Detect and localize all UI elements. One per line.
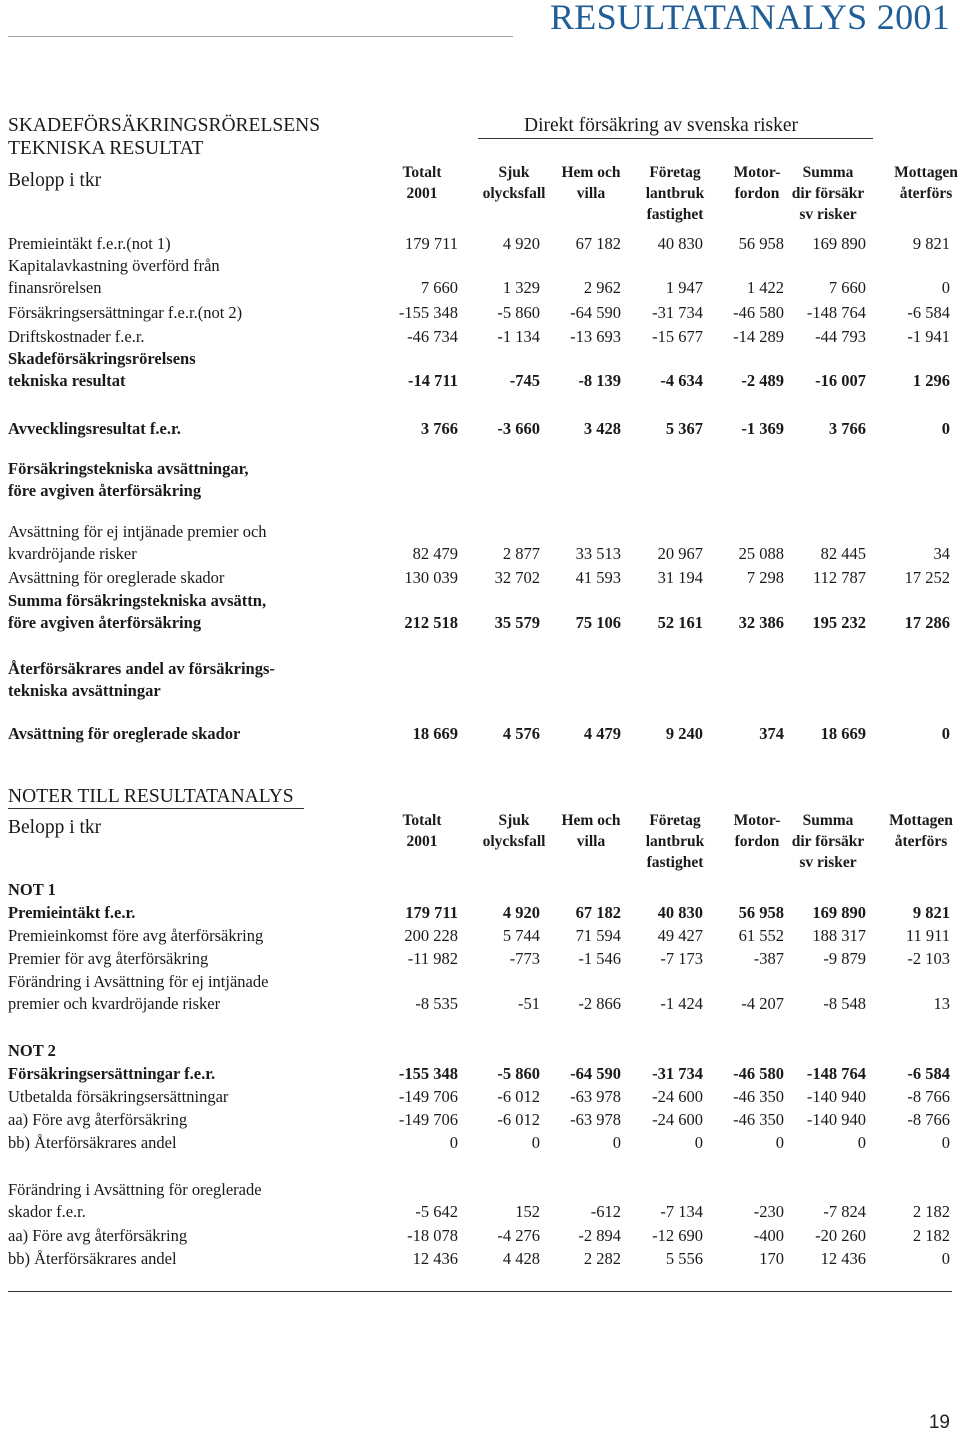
table-cell: 61 552 <box>738 926 784 945</box>
table-cell: 1 947 <box>665 278 703 297</box>
section1-heading-line1: SKADEFÖRSÄKRINGSRÖRELSENS <box>8 115 321 136</box>
table-cell: 82 445 <box>820 544 866 563</box>
table-cell: -6 012 <box>497 1110 540 1129</box>
row-label: premier och kvardröjande risker <box>8 994 221 1013</box>
table-cell: -149 706 <box>398 1110 458 1129</box>
row-label: Skadeförsäkringsrörelsens <box>8 349 196 368</box>
row-label: Kapitalavkastning överförd från <box>8 256 220 275</box>
table-cell: 0 <box>775 1133 784 1152</box>
table-cell: -46 580 <box>733 303 784 322</box>
column-header: lantbruk <box>645 833 705 850</box>
table-cell: -24 600 <box>652 1110 703 1129</box>
table-cell: -20 260 <box>815 1226 866 1245</box>
table-cell: 17 286 <box>904 613 950 632</box>
column-header: Hem och <box>561 812 621 829</box>
table-cell: 169 890 <box>812 234 866 253</box>
row-label: Förändring i Avsättning för oreglerade <box>8 1180 262 1199</box>
column-header: villa <box>576 185 606 202</box>
table-cell: -612 <box>590 1202 621 1221</box>
table-cell: 200 228 <box>404 926 458 945</box>
table-cell: 195 232 <box>812 613 866 632</box>
row-label: tekniska avsättningar <box>8 681 161 700</box>
row-label: Summa försäkringstekniska avsättn, <box>8 591 267 610</box>
column-header: Summa <box>802 164 854 181</box>
table-cell: 0 <box>857 1133 866 1152</box>
section2-heading: NOTER TILL RESULTATANALYS <box>8 786 294 807</box>
table-cell: -8 139 <box>578 371 621 390</box>
table-cell: 5 744 <box>502 926 540 945</box>
table-cell: 170 <box>759 1249 784 1268</box>
table-cell: 4 428 <box>502 1249 540 1268</box>
table-cell: 12 436 <box>412 1249 458 1268</box>
table-cell: 40 830 <box>657 903 703 922</box>
table-cell: 18 669 <box>820 724 866 743</box>
table-cell: 7 298 <box>746 568 784 587</box>
table-cell: 41 593 <box>575 568 621 587</box>
table-cell: -8 548 <box>823 994 866 1013</box>
table-cell: -64 590 <box>570 1064 621 1083</box>
table-cell: -2 489 <box>741 371 784 390</box>
table-cell: 32 702 <box>494 568 540 587</box>
table-cell: 0 <box>941 1249 950 1268</box>
column-header: 2001 <box>406 833 438 850</box>
table-cell: 0 <box>612 1133 621 1152</box>
group-header-rule <box>478 138 873 139</box>
table-cell: 49 427 <box>657 926 703 945</box>
column-header: fastighet <box>646 206 704 223</box>
column-header: Mottagen <box>894 164 958 181</box>
table-cell: 4 920 <box>502 903 540 922</box>
column-header: sv risker <box>799 206 857 223</box>
page-bottom-rule <box>8 1291 952 1292</box>
table-cell: -1 134 <box>497 327 540 346</box>
table-cell: -14 711 <box>408 371 458 390</box>
table-cell: 31 194 <box>657 568 703 587</box>
table-cell: 18 669 <box>412 724 458 743</box>
table-cell: -16 007 <box>815 371 866 390</box>
table-cell: -400 <box>753 1226 784 1245</box>
column-header: fordon <box>734 833 780 850</box>
table-cell: 32 386 <box>738 613 784 632</box>
table-cell: 9 821 <box>912 903 950 922</box>
table-cell: 33 513 <box>575 544 621 563</box>
table-cell: -7 824 <box>823 1202 866 1221</box>
row-label: Avsättning för oreglerade skador <box>8 724 241 743</box>
table-cell: 0 <box>941 724 950 743</box>
table-cell: 67 182 <box>575 234 621 253</box>
section1-group-header: Direkt försäkring av svenska risker <box>524 115 798 136</box>
row-label: Driftskostnader f.e.r. <box>8 327 145 346</box>
table-cell: 40 830 <box>657 234 703 253</box>
column-header: dir försäkr <box>791 833 865 850</box>
row-label: skador f.e.r. <box>8 1202 86 1221</box>
table-cell: -64 590 <box>570 303 621 322</box>
table-cell: 112 787 <box>812 568 866 587</box>
column-header: dir försäkr <box>791 185 865 202</box>
table-cell: -46 580 <box>733 1064 784 1083</box>
table-cell: -2 866 <box>578 994 621 1013</box>
table-cell: -6 584 <box>907 303 950 322</box>
column-header: Sjuk <box>498 164 530 181</box>
row-label: Förändring i Avsättning för ej intjänade <box>8 972 269 991</box>
column-header: Sjuk <box>498 812 530 829</box>
row-label: NOT 1 <box>8 880 56 899</box>
column-header: Företag <box>649 164 701 181</box>
table-cell: 7 660 <box>420 278 458 297</box>
table-cell: -46 350 <box>733 1087 784 1106</box>
table-cell: 188 317 <box>812 926 866 945</box>
table-cell: -4 207 <box>741 994 784 1013</box>
table-cell: 52 161 <box>657 613 703 632</box>
table-cell: -155 348 <box>398 303 458 322</box>
table-cell: 35 579 <box>494 613 540 632</box>
column-header: Mottagen <box>889 812 953 829</box>
column-header: 2001 <box>406 185 438 202</box>
table-cell: -148 764 <box>806 303 866 322</box>
table-cell: -31 734 <box>652 303 703 322</box>
table-cell: 4 479 <box>583 724 621 743</box>
table-cell: 4 920 <box>502 234 540 253</box>
row-label: Premieintäkt f.e.r. <box>8 903 136 922</box>
table-cell: 130 039 <box>404 568 458 587</box>
table-cell: 1 329 <box>502 278 540 297</box>
table-cell: -44 793 <box>815 327 866 346</box>
table-cell: -1 369 <box>741 419 784 438</box>
table-cell: -2 103 <box>907 949 950 968</box>
column-header: Företag <box>649 812 701 829</box>
table-cell: 212 518 <box>404 613 458 632</box>
table-cell: -8 535 <box>415 994 458 1013</box>
row-label: Avsättning för ej intjänade premier och <box>8 522 267 541</box>
table-cell: -14 289 <box>733 327 784 346</box>
table-cell: -4 276 <box>497 1226 540 1245</box>
table-cell: 2 182 <box>912 1226 950 1245</box>
table-cell: 67 182 <box>575 903 621 922</box>
table-cell: 71 594 <box>575 926 621 945</box>
table-cell: -4 634 <box>660 371 703 390</box>
table-cell: 0 <box>449 1133 458 1152</box>
table-cell: -63 978 <box>570 1087 621 1106</box>
table-cell: -46 350 <box>733 1110 784 1129</box>
table-cell: -149 706 <box>398 1087 458 1106</box>
row-label: Premieintäkt f.e.r.(not 1) <box>8 234 171 253</box>
table-cell: 2 877 <box>502 544 540 563</box>
table-cell: 56 958 <box>738 903 784 922</box>
table-cell: 0 <box>694 1133 703 1152</box>
table-cell: 2 962 <box>583 278 621 297</box>
table-cell: -773 <box>509 949 540 968</box>
row-label: Premier för avg återförsäkring <box>8 949 209 968</box>
row-label: bb) Återförsäkrares andel <box>8 1249 177 1268</box>
table-cell: -2 894 <box>578 1226 621 1245</box>
table-cell: -63 978 <box>570 1110 621 1129</box>
section1-unit-label: Belopp i tkr <box>8 170 102 191</box>
table-cell: -31 734 <box>652 1064 703 1083</box>
table-cell: 7 660 <box>828 278 866 297</box>
table-cell: -7 173 <box>660 949 703 968</box>
table-cell: 82 479 <box>412 544 458 563</box>
table-cell: 169 890 <box>812 903 866 922</box>
row-label: Försäkringsersättningar f.e.r. <box>8 1064 216 1083</box>
column-header: lantbruk <box>645 185 705 202</box>
row-label: Utbetalda försäkringsersättningar <box>8 1087 229 1106</box>
table-cell: 9 240 <box>665 724 703 743</box>
table-cell: 2 282 <box>583 1249 621 1268</box>
table-cell: 1 296 <box>912 371 950 390</box>
table-cell: -51 <box>518 994 540 1013</box>
table-cell: -9 879 <box>823 949 866 968</box>
column-header: villa <box>576 833 606 850</box>
table-cell: 0 <box>531 1133 540 1152</box>
table-cell: 34 <box>933 544 950 563</box>
column-header: Summa <box>802 812 854 829</box>
table-cell: 0 <box>941 419 950 438</box>
table-cell: -13 693 <box>570 327 621 346</box>
table-cell: 4 576 <box>502 724 540 743</box>
row-label: kvardröjande risker <box>8 544 137 563</box>
row-label: före avgiven återförsäkring <box>8 481 202 500</box>
row-label: finansrörelsen <box>8 278 102 297</box>
table-cell: -1 941 <box>907 327 950 346</box>
column-header: Motor- <box>733 164 781 181</box>
column-header: fastighet <box>646 854 704 871</box>
table-cell: 20 967 <box>657 544 703 563</box>
table-cell: 0 <box>941 1133 950 1152</box>
column-header: Totalt <box>402 812 442 829</box>
row-label: Avsättning för oreglerade skador <box>8 568 225 587</box>
column-header: fordon <box>734 185 780 202</box>
table-cell: 3 766 <box>420 419 458 438</box>
table-cell: 374 <box>759 724 784 743</box>
column-header: sv risker <box>799 854 857 871</box>
column-header: olycksfall <box>482 833 546 850</box>
table-cell: 17 252 <box>904 568 950 587</box>
table-cell: -155 348 <box>398 1064 458 1083</box>
row-label: NOT 2 <box>8 1041 56 1060</box>
table-cell: 5 556 <box>665 1249 703 1268</box>
table-cell: 179 711 <box>405 903 458 922</box>
table-cell: 56 958 <box>738 234 784 253</box>
table-cell: 3 428 <box>583 419 621 438</box>
table-cell: 5 367 <box>665 419 703 438</box>
section2-heading-rule <box>8 808 304 809</box>
row-label: före avgiven återförsäkring <box>8 613 202 632</box>
table-cell: -6 584 <box>907 1064 950 1083</box>
row-label: aa) Före avg återförsäkring <box>8 1110 188 1129</box>
row-label: Försäkringstekniska avsättningar, <box>8 459 249 478</box>
row-label: Återförsäkrares andel av försäkrings- <box>8 659 275 678</box>
table-cell: -387 <box>753 949 784 968</box>
page-title: RESULTATANALYS 2001 <box>549 0 950 37</box>
table-cell: -140 940 <box>806 1087 866 1106</box>
row-label: Försäkringsersättningar f.e.r.(not 2) <box>8 303 243 322</box>
table-cell: 12 436 <box>820 1249 866 1268</box>
table-cell: -140 940 <box>806 1110 866 1129</box>
table-cell: 152 <box>515 1202 540 1221</box>
table-cell: 75 106 <box>575 613 621 632</box>
table-cell: -15 677 <box>652 327 703 346</box>
table-cell: -24 600 <box>652 1087 703 1106</box>
table-cell: 2 182 <box>912 1202 950 1221</box>
table-cell: 11 911 <box>905 926 950 945</box>
table-cell: 9 821 <box>912 234 950 253</box>
title-rule <box>8 36 513 37</box>
column-header: Totalt <box>402 164 442 181</box>
column-header: återförs <box>894 833 948 850</box>
table-cell: -3 660 <box>497 419 540 438</box>
page-number: 19 <box>928 1412 950 1433</box>
row-label: aa) Före avg återförsäkring <box>8 1226 188 1245</box>
row-label: Premieinkomst före avg återförsäkring <box>8 926 264 945</box>
table-cell: 1 422 <box>746 278 784 297</box>
table-cell: -6 012 <box>497 1087 540 1106</box>
table-cell: -18 078 <box>407 1226 458 1245</box>
table-cell: -5 860 <box>497 303 540 322</box>
table-cell: -8 766 <box>907 1110 950 1129</box>
column-header: Hem och <box>561 164 621 181</box>
table-cell: 0 <box>941 278 950 297</box>
table-cell: -230 <box>753 1202 784 1221</box>
column-header: återförs <box>899 185 953 202</box>
table-cell: -5 642 <box>415 1202 458 1221</box>
section2-unit-label: Belopp i tkr <box>8 817 102 838</box>
column-header: olycksfall <box>482 185 546 202</box>
table-cell: -11 982 <box>407 949 458 968</box>
table-cell: 179 711 <box>404 234 458 253</box>
table-cell: -12 690 <box>652 1226 703 1245</box>
table-cell: -745 <box>509 371 540 390</box>
table-cell: -8 766 <box>907 1087 950 1106</box>
table-cell: 25 088 <box>738 544 784 563</box>
row-label: Avvecklingsresultat f.e.r. <box>8 419 181 438</box>
table-cell: -148 764 <box>806 1064 866 1083</box>
table-cell: 13 <box>933 994 950 1013</box>
table-cell: -7 134 <box>660 1202 703 1221</box>
table-cell: -46 734 <box>407 327 458 346</box>
table-cell: 3 766 <box>828 419 866 438</box>
table-cell: -5 860 <box>497 1064 540 1083</box>
section1-heading-line2: TEKNISKA RESULTAT <box>8 138 204 159</box>
row-label: tekniska resultat <box>8 371 126 390</box>
column-header: Motor- <box>733 812 781 829</box>
table-cell: -1 424 <box>660 994 703 1013</box>
row-label: bb) Återförsäkrares andel <box>8 1133 177 1152</box>
table-cell: -1 546 <box>578 949 621 968</box>
